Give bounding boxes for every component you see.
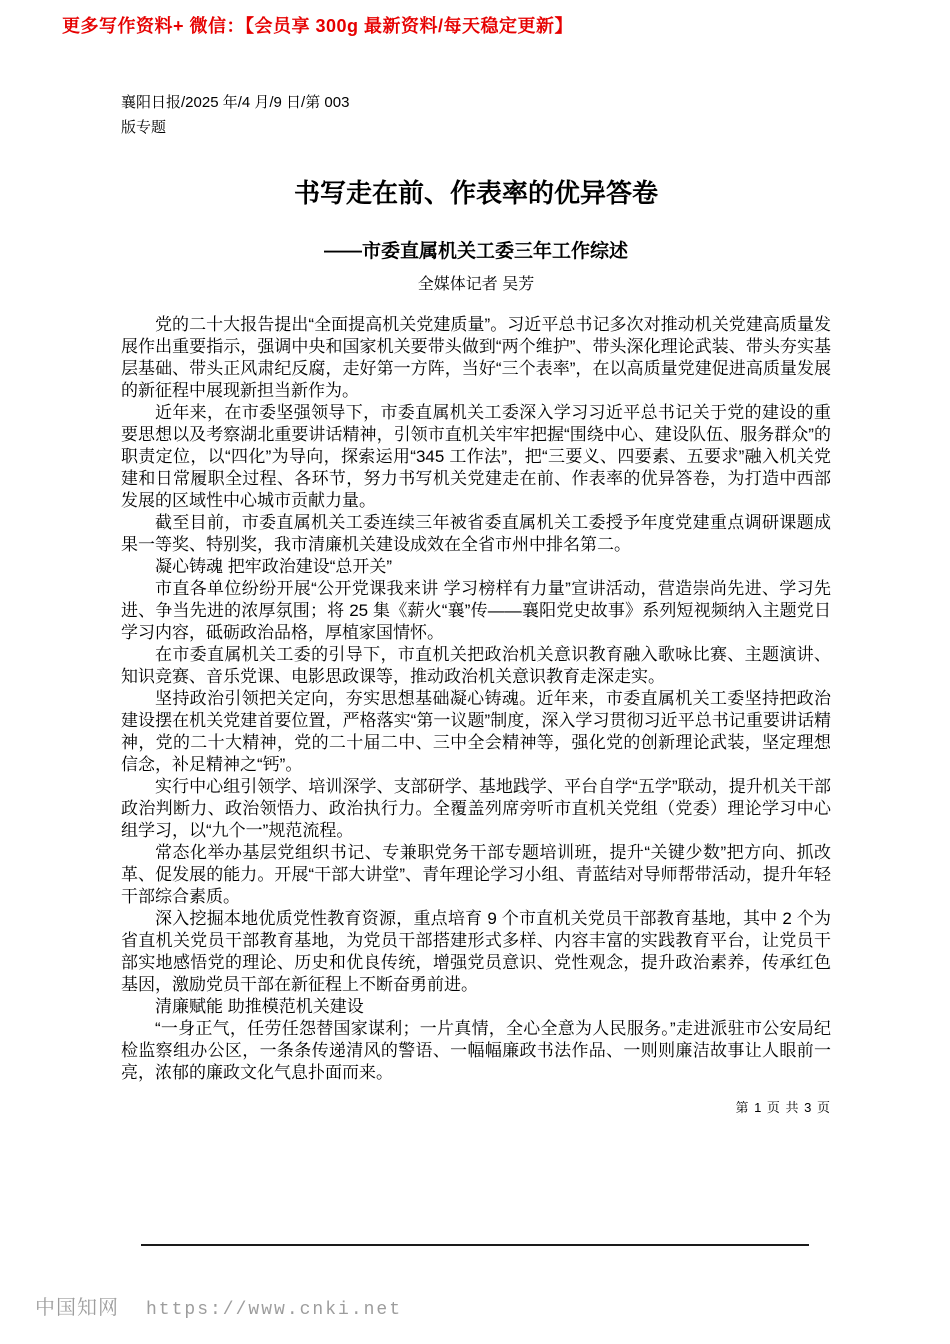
watermark-site-url: https://www.cnki.net bbox=[146, 1300, 403, 1320]
body-paragraph: 常态化举办基层党组织书记、专兼职党务干部专题培训班，提升“关键少数”把方向、抓改革、促发展的能力。开展“干部大讲堂”、青年理论学习小组、青蓝结对导师帮带活动，提升年轻干部综合素质。 bbox=[121, 843, 831, 906]
promo-banner: 更多写作资料+ 微信：【会员享 300g 最新资料/每天稳定更新】 bbox=[62, 16, 574, 36]
article-subtitle: ——市委直属机关工委三年工作综述 bbox=[323, 240, 628, 262]
source-info bbox=[121, 90, 831, 140]
body-paragraph: “一身正气，任劳任怨替国家谋利；一片真情，全心全意为人民服务。”走进派驻市公安局纪检监察组办公区，一条条传递清风的警语、一幅幅廉政书法作品、一则则廉洁故事让人眼前一亮，浓郁的廉政文化气息扑面而来。 bbox=[121, 1019, 831, 1082]
body-paragraph: 实行中心组引领学、培训深学、支部研学、基地践学、平台自学“五学”联动，提升机关干部政治判断力、政治领悟力、政治执行力。全覆盖列席旁听市直机关党组（党委）理论学习中心组学习，以“九个一”规范流程。 bbox=[121, 777, 831, 840]
body-paragraph: 党的二十大报告提出“全面提高机关党建质量”。习近平总书记多次对推动机关党建高质量发展作出重要指示，强调中央和国家机关要带头做到“两个维护”、带头深化理论武装、带头夯实基层基础、带头正风肃纪反腐，走好第一方阵，当好“三个表率”，在以高质量党建促进高质量发展的新征程中展现新担当新作为。 bbox=[121, 315, 831, 400]
body-paragraph: 深入挖掘本地优质党性教育资源，重点培育 9 个市直机关党员干部教育基地，其中 2 个为省直机关党员干部教育基地，为党员干部搭建形式多样、内容丰富的实践教育平台，让党员干部实地感悟党的理论、历史和优良传统，增强党员意识、党性观念，提升政治素养，传承红色基因，激励党员干部在新征程上不断奋勇前进。 bbox=[121, 909, 831, 994]
article-author: 全媒体记者 吴芳 bbox=[417, 276, 535, 293]
body-paragraph: 截至目前，市委直属机关工委连续三年被省委直属机关工委授予年度党建重点调研课题成果一等奖、特别奖，我市清廉机关建设成效在全省市州中排名第二。 bbox=[121, 513, 831, 554]
body-paragraph: 在市委直属机关工委的引导下，市直机关把政治机关意识教育融入歌咏比赛、主题演讲、知识竞赛、音乐党课、电影思政课等，推动政治机关意识教育走深走实。 bbox=[121, 645, 831, 686]
watermark bbox=[35, 1291, 402, 1320]
body-paragraph: 近年来，在市委坚强领导下，市委直属机关工委深入学习习近平总书记关于党的建设的重要思想以及考察湖北重要讲话精神，引领市直机关牢牢把握“围绕中心、建设队伍、服务群众”的职责定位，以“四化”为导向，探索运用“345 工作法”，把“三要义、四要素、五要求”融入机关党建和日常履职全过程、各环节，努力书写机关党建走在前、作表率的优异答卷，为打造中西部发展的区域性中心城市贡献力量。 bbox=[121, 403, 831, 510]
watermark-site-name: 中国知网 bbox=[35, 1297, 119, 1319]
article-body bbox=[121, 314, 831, 1119]
body-paragraph: 坚持政治引领把关定向，夯实思想基础凝心铸魂。近年来，市委直属机关工委坚持把政治建设摆在机关党建首要位置，严格落实“第一议题”制度，深入学习贯彻习近平总书记重要讲话精神，党的二十大精神，党的二十届二中、三中全会精神等，强化党的创新理论武装，坚定理想信念，补足精神之“钙”。 bbox=[121, 689, 831, 774]
footer-divider bbox=[141, 1244, 809, 1246]
section-heading: 清廉赋能 助推模范机关建设 bbox=[155, 997, 364, 1016]
article-title: 书写走在前、作表率的优异答卷 bbox=[293, 178, 658, 209]
source-line-1: 襄阳日报/2025 年/4 月/9 日/第 003 bbox=[121, 94, 350, 111]
body-paragraph: 市直各单位纷纷开展“公开党课我来讲 学习榜样有力量”宣讲活动，营造崇尚先进、学习先进、争当先进的浓厚氛围；将 25 集《薪火“襄”传——襄阳党史故事》系列短视频纳入主题党日学习内容，砥砺政治品格，厚植家国情怀。 bbox=[121, 579, 831, 642]
source-line-2: 版专题 bbox=[121, 119, 167, 136]
page-indicator: 第 1 页 共 3 页 bbox=[735, 1100, 831, 1115]
section-heading: 凝心铸魂 把牢政治建设“总开关” bbox=[155, 557, 393, 576]
